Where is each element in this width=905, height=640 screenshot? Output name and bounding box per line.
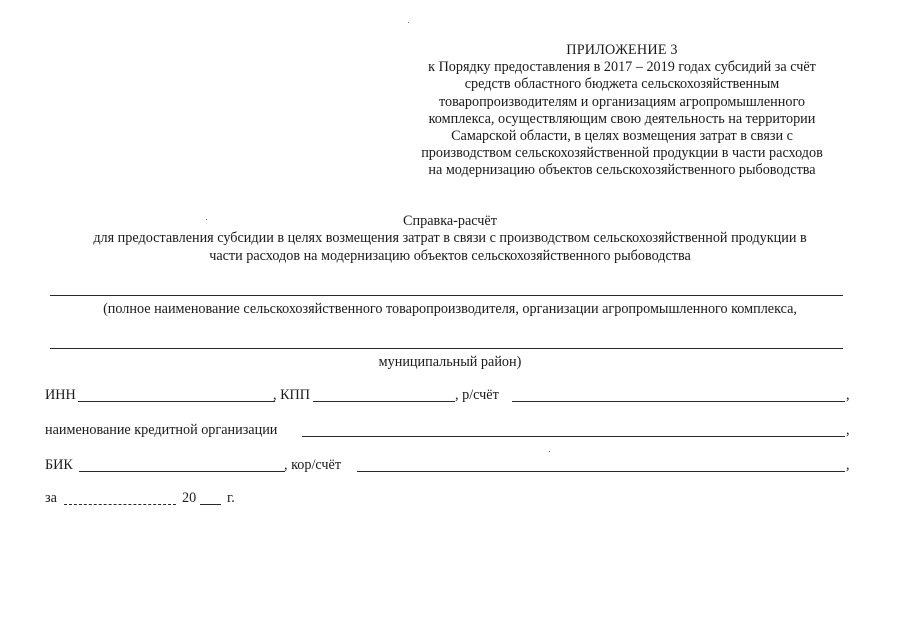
period-suffix: г. <box>227 490 235 506</box>
bik-label: БИК <box>45 457 73 473</box>
inn-label: ИНН <box>45 387 76 403</box>
appendix-line: средств областного бюджета сельскохозяйственным <box>464 76 780 93</box>
bik-field[interactable] <box>79 471 285 472</box>
inn-row <box>45 387 855 405</box>
scan-speck <box>206 219 207 220</box>
kpp-field[interactable] <box>313 401 455 402</box>
document-subtitle-line: для предоставления субсидии в целях возмещения затрат в связи с производством сельскохозяйственной продукции в <box>93 230 807 247</box>
producer-name-caption: (полное наименование сельскохозяйственного товаропроизводителя, организации агропромышленного комплекса, <box>103 301 797 317</box>
scan-speck <box>549 451 550 452</box>
appendix-line: товаропроизводителям и организациям агропромышленного <box>438 93 806 110</box>
period-row <box>45 490 265 508</box>
period-year-prefix: 20 <box>182 490 197 506</box>
corr-account-field[interactable] <box>357 471 845 472</box>
appendix-line: на модернизацию объектов сельскохозяйственного рыбоводства <box>428 162 816 179</box>
period-month-field[interactable] <box>64 504 176 505</box>
inn-field[interactable] <box>78 401 275 402</box>
document-title: Справка-расчёт <box>403 213 497 229</box>
account-label: , р/счёт <box>455 387 499 403</box>
appendix-line: производством сельскохозяйственной продукции в части расходов <box>421 145 823 162</box>
appendix-line: Самарской области, в целях возмещения затрат в связи с <box>451 128 793 145</box>
document-subtitle-line: части расходов на модернизацию объектов сельскохозяйственного рыбоводства <box>209 247 691 264</box>
appendix-header <box>382 42 862 180</box>
kpp-label: , КПП <box>273 387 311 403</box>
bank-row <box>45 422 855 440</box>
period-prefix: за <box>45 490 57 506</box>
scan-speck <box>408 22 409 23</box>
corr-account-label: , кор/счёт <box>284 457 342 473</box>
row-end-comma: , <box>846 387 850 403</box>
district-field[interactable] <box>50 348 843 349</box>
appendix-line: комплекса, осуществляющим свою деятельность на территории <box>428 110 816 127</box>
row-end-comma: , <box>846 457 850 473</box>
bank-label: наименование кредитной организации <box>45 422 278 438</box>
row-end-comma: , <box>846 422 850 438</box>
appendix-line: к Порядку предоставления в 2017 – 2019 годах субсидий за счёт <box>428 59 816 76</box>
producer-name-field[interactable] <box>50 295 843 296</box>
period-year-field[interactable] <box>200 504 221 505</box>
account-field[interactable] <box>512 401 845 402</box>
bank-field[interactable] <box>302 436 845 437</box>
district-caption: муниципальный район) <box>378 354 522 370</box>
appendix-title: ПРИЛОЖЕНИЕ 3 <box>566 42 678 58</box>
bik-row <box>45 457 855 475</box>
document-title-block <box>20 213 880 265</box>
